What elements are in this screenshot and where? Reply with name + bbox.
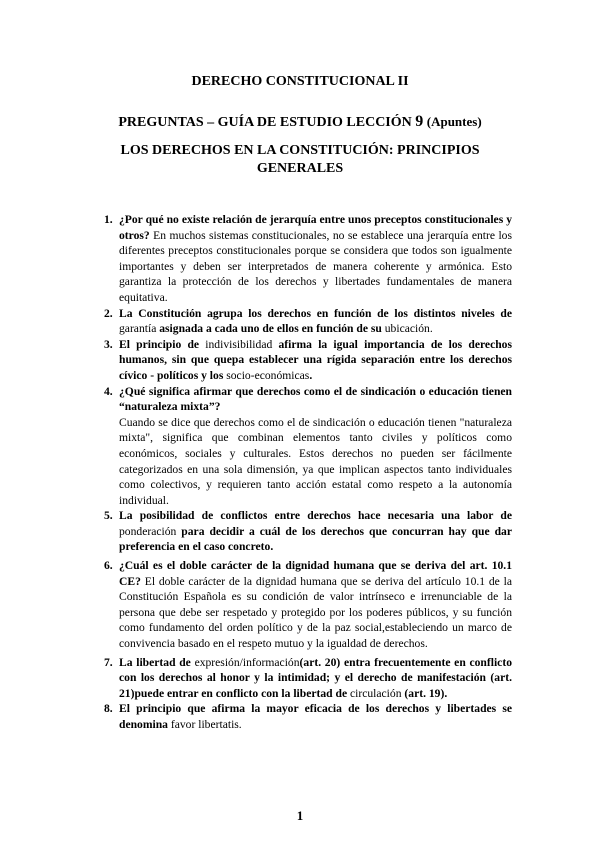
statement-end: . (309, 368, 313, 382)
answer-text: En muchos sistemas constitucionales, no se establece una jerarquía entre los diferentes preceptos constitucionales porque se considera que todos son igualmente importantes y deben ser interpretados de manera coherente y armónica. Esto garantiza la protección de los derechos y libertades fundamentales de manera equitativa. (119, 228, 512, 304)
question-number: 3. (104, 337, 113, 351)
question-item-5 (88, 508, 512, 555)
statement-part: El principio que afirma la mayor eficacia de los derechos y libertades se denomina (119, 702, 512, 731)
answer-blank: favor libertatis. (170, 718, 242, 731)
statement-part: (art. 20) entra frecuentemente en conflicto con los derechos al honor y la intimidad; y el derecho de manifestación (art. 21)puede entrar en conflicto con la libertad de (119, 655, 512, 700)
answer-blank: ponderación (119, 524, 177, 538)
course-title: DERECHO CONSTITUCIONAL II (191, 74, 409, 89)
question-text: ¿Por qué no existe relación de jerarquía entre unos preceptos constitucionales y otros? (119, 213, 512, 242)
statement-part: afirma la igual importancia de los derechos humanos, sin que quepa establecer una rígida separación entre los derechos cívico - políticos y los (119, 337, 512, 382)
lesson-number: 9 (415, 113, 424, 130)
statement-part: La Constitución agrupa los derechos en función de los distintos niveles de (119, 306, 512, 320)
answer-text: Cuando se dice que derechos como el de sindicación o educación tienen "naturaleza mixta", significa que combinan elementos tanto civiles y políticos como económicos, sociales y culturales. Estos derechos no pueden ser fácilmente categorizados en una sola dimensión, ya que implican aspectos tanto individuales como colectivos, y requieren tanto acción estatal como respeto a la autonomía individual. (119, 415, 512, 507)
guide-title (0, 113, 600, 131)
statement-end: (art. 19). (404, 686, 448, 700)
question-item-1 (88, 212, 512, 306)
answer-blank: socio-económicas (226, 368, 310, 382)
answer-text: El doble carácter de la dignidad humana que se deriva del artículo 10.1 de la Constitución Española es su condición de valor intrínseco e irrenunciable de la persona que debe ser respetado y protegido por los poderes públicos, y su función como fundamento del orden político y de la paz social,estableciendo un marco de convivencia basado en el respeto mutuo y la igualdad de derechos. (119, 574, 512, 651)
statement-part: La libertad de (119, 655, 191, 669)
question-number: 6. (104, 559, 113, 573)
question-item-7 (88, 655, 512, 702)
topic-title: LOS DERECHOS EN LA CONSTITUCIÓN: PRINCIPIOS GENERALES (120, 143, 480, 176)
answer-blank: indivisibilidad (205, 337, 273, 351)
question-item-6 (88, 558, 512, 652)
question-number: 7. (104, 655, 113, 669)
statement-part: asignada a cada uno de ellos en función de su (159, 322, 382, 336)
question-number: 5. (104, 509, 113, 523)
page-number: 1 (296, 808, 304, 823)
answer-blank: garantía (119, 322, 157, 336)
question-item-8 (88, 701, 512, 732)
answer-blank: ubicación. (384, 322, 433, 336)
question-number: 4. (104, 384, 113, 398)
question-number: 2. (104, 306, 113, 320)
question-text: ¿Qué significa afirmar que derechos como el de sindicación o educación tienen “naturaleza mixta”? (119, 384, 512, 414)
question-text: ¿Cuál es el doble carácter de la dignidad humana que se deriva del art. 10.1 CE? (119, 559, 512, 588)
statement-part: El principio de (119, 337, 200, 351)
question-item-3 (88, 337, 512, 384)
question-number: 1. (104, 213, 113, 226)
question-item-2 (88, 306, 512, 337)
answer-blank: circulación (350, 686, 402, 700)
guide-suffix: (Apuntes) (426, 114, 482, 129)
statement-part: para decidir a cuál de los derechos que concurran hay que dar preferencia en el caso concreto. (119, 524, 512, 554)
question-list (88, 212, 512, 733)
question-number: 8. (104, 702, 113, 716)
guide-prefix: PREGUNTAS – GUÍA DE ESTUDIO LECCIÓN (118, 115, 412, 130)
statement-part: La posibilidad de conflictos entre derechos hace necesaria una labor de (119, 509, 512, 523)
answer-blank: expresión/información (194, 655, 300, 669)
question-item-4 (88, 384, 512, 509)
